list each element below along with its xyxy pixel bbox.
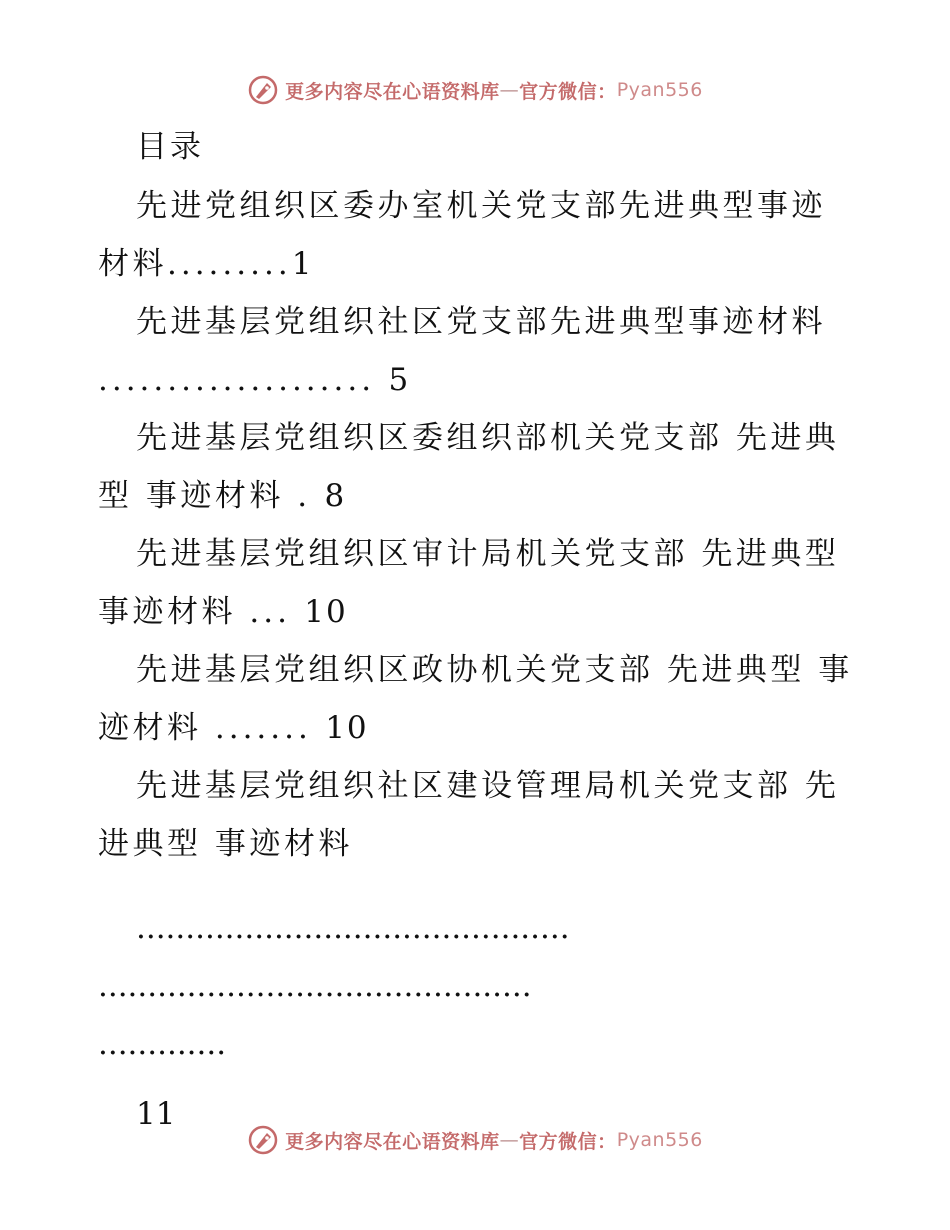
pen-nib-logo-icon <box>247 74 279 106</box>
toc-entry-5[interactable] <box>98 641 858 757</box>
toc-entry-2[interactable] <box>98 293 858 409</box>
pen-nib-logo-icon <box>247 1124 279 1156</box>
toc-entry-page: 10 <box>304 594 348 630</box>
toc-entry-page: 11 <box>136 1096 176 1132</box>
toc-entry-6[interactable] <box>98 757 858 873</box>
watermark-wechat-id: Pyan556 <box>616 1129 703 1151</box>
watermark-label: 官方微信： <box>519 1130 617 1153</box>
footer-watermark <box>0 1120 950 1160</box>
toc-entry-page: 8 <box>324 478 347 514</box>
toc-leader-line: ............. <box>98 1026 227 1062</box>
watermark-text: 更多内容尽在心语资料库 <box>285 1130 500 1153</box>
table-of-contents <box>98 118 858 1143</box>
toc-entry-text: 先进党组织区委办室机关党支部先进典型事迹材料 <box>98 188 826 282</box>
watermark-separator: — <box>499 79 520 101</box>
toc-leader-line: ............................................ <box>136 910 570 946</box>
toc-entry-text: 先进基层党组织社区建设管理局机关党支部 先进典型 事迹材料 <box>98 768 840 862</box>
toc-title: 目录 <box>136 129 204 165</box>
toc-entry-text: 先进基层党组织区审计局机关党支部 先进典型 事迹材料 <box>98 536 840 630</box>
toc-entry-leader: ......... <box>167 246 292 282</box>
toc-entry-text: 先进基层党组织区委组织部机关党支部 先进典型 事迹材料 <box>98 420 840 514</box>
watermark-separator: — <box>499 1129 520 1151</box>
toc-entry-page: 5 <box>388 362 411 398</box>
toc-entry-leader: .................... <box>98 362 376 398</box>
toc-entry-4[interactable] <box>98 525 858 641</box>
toc-entry-1[interactable] <box>98 177 858 293</box>
toc-entry-text: 先进基层党组织区政协机关党支部 先进典型 事迹材料 <box>98 652 853 746</box>
toc-entry-leader: . <box>297 478 312 514</box>
toc-entry-leader: ....... <box>214 710 312 746</box>
toc-entry-page: 1 <box>291 246 314 282</box>
toc-entry-3[interactable] <box>98 409 858 525</box>
toc-leader-line: ............................................ <box>98 968 532 1004</box>
header-watermark <box>0 70 950 110</box>
toc-entry-text: 先进基层党组织社区党支部先进典型事迹材料 <box>136 304 826 340</box>
watermark-text: 更多内容尽在心语资料库 <box>285 80 500 103</box>
watermark-wechat-id: Pyan556 <box>616 79 703 101</box>
watermark-label: 官方微信： <box>519 80 617 103</box>
toc-entry-leader: ... <box>249 594 291 630</box>
toc-entry-page: 10 <box>325 710 369 746</box>
